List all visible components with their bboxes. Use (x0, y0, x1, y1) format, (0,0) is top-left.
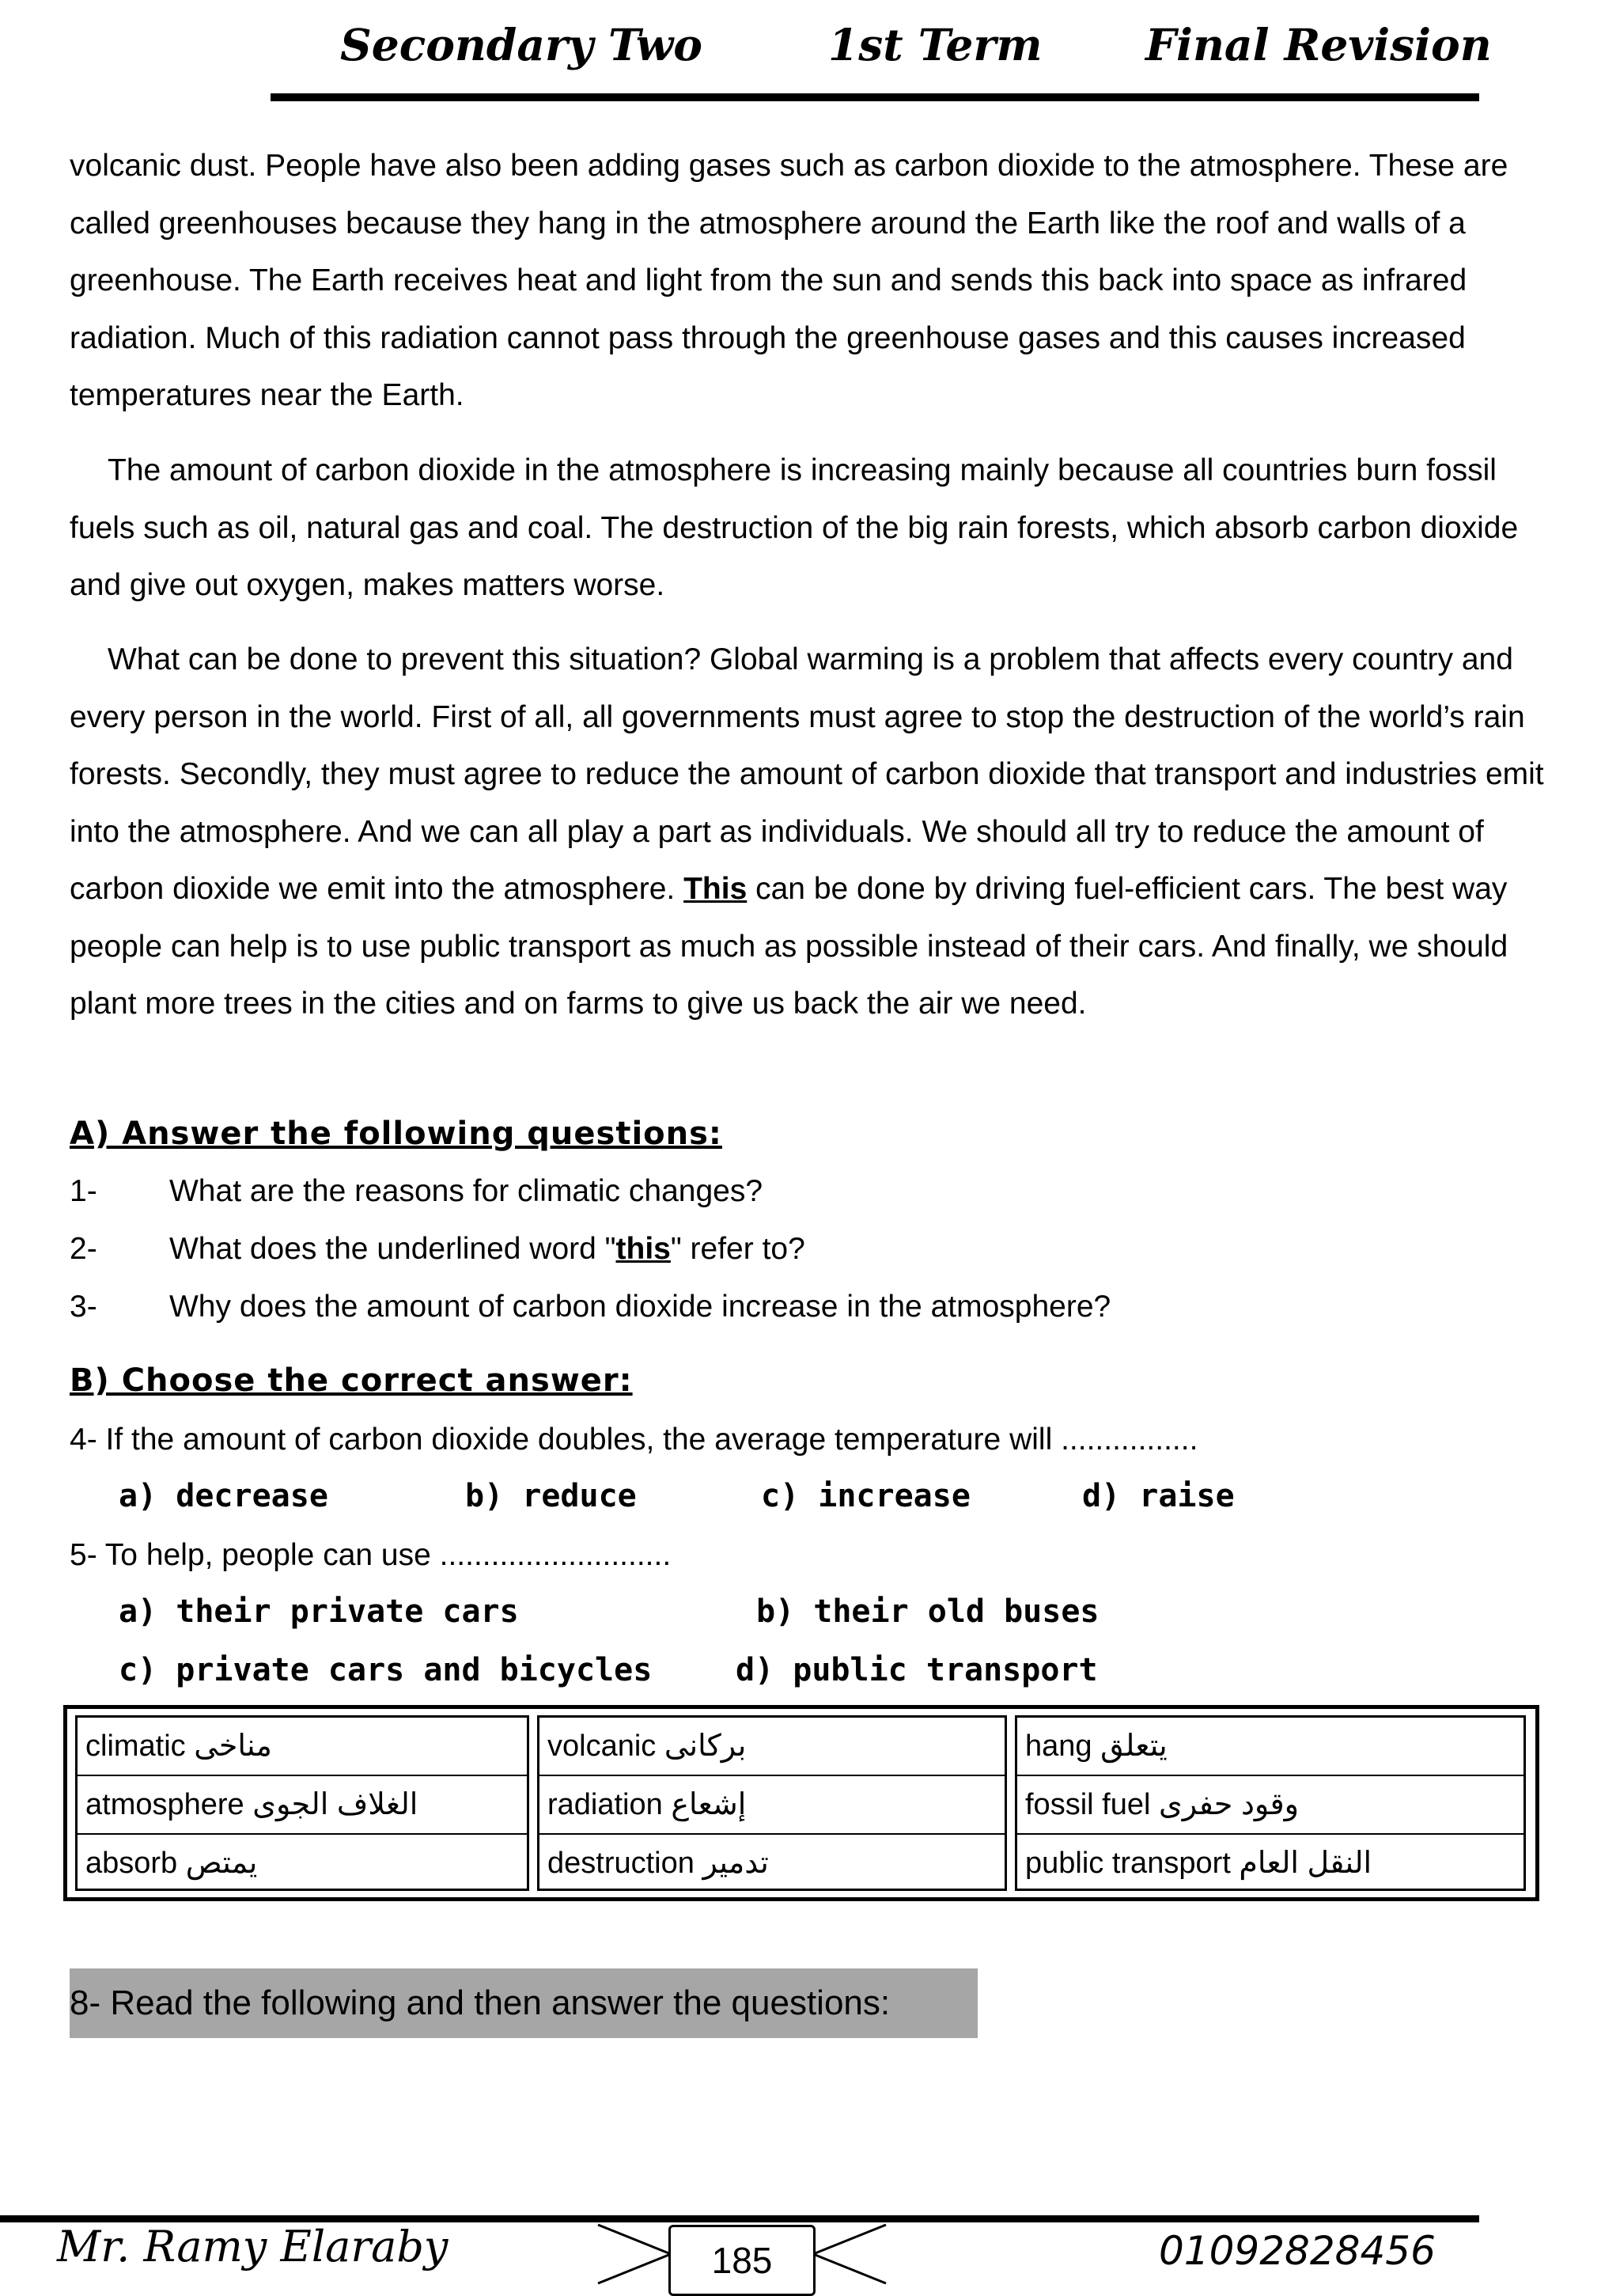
question-5-option-c: c) private cars and bicycles (119, 1652, 653, 1688)
footer-author: Mr. Ramy Elaraby (57, 2222, 449, 2271)
question-5-option-a: a) their private cars (119, 1593, 519, 1630)
vocabulary-table (63, 1705, 1539, 1901)
footer-phone: 01092828456 (1159, 2228, 1436, 2274)
question-3-text: Why does the amount of carbon dioxide increase in the atmosphere? (169, 1290, 1111, 1324)
question-5-text: 5- To help, people can use ........................... (70, 1538, 672, 1572)
question-2-text-b: " refer to? (670, 1232, 805, 1266)
header-grade: Secondary Two (340, 19, 702, 70)
question-1-text: What are the reasons for climatic changes? (169, 1174, 763, 1208)
vocabulary-column-3 (1015, 1715, 1526, 1891)
question-1-number: 1- (70, 1174, 97, 1208)
vocab-cell: hang يتعلق (1017, 1718, 1523, 1776)
passage-paragraph-3-text-a: What can be done to prevent this situation? Global warming is a problem that affects every country and every person in the world. First of all, all governments must agree to stop the destruction of the world’s rain forests. Secondly, they must agree to reduce the amount of carbon dioxide that transport and industries emit into the atmosphere. And we can all play a part as individuals. We should all try to reduce the amount of carbon dioxide we emit into the atmosphere. (70, 642, 1544, 906)
header-title: Final Revision (1145, 19, 1492, 70)
vocab-cell: radiation إشعاع (539, 1776, 1005, 1835)
question-2-text-a: What does the underlined word " (169, 1232, 616, 1266)
passage-paragraph-1: volcanic dust. People have also been adding gases such as carbon dioxide to the atmosphere. These are called greenhouses because they hang in the atmosphere around the Earth like the roof and walls of a greenhouse. The Earth receives heat and light from the sun and sends this back into space as infrared radiation. Much of this radiation cannot pass through the greenhouse gases and this causes increased temperatures near the Earth. (70, 149, 1508, 412)
vocab-cell: atmosphere الغلاف الجوى (78, 1776, 527, 1835)
vocab-cell: volcanic بركانى (539, 1718, 1005, 1776)
question-4-option-a: a) decrease (119, 1478, 328, 1514)
passage-paragraph-3-text-b: can be done by driving fuel-efficient cars. The best way people can help is to use public transport as much as possible instead of their cars. And finally, we should plant more trees in the cities and on farms to give us back the air we need. (70, 872, 1508, 1021)
chevron-left-icon (595, 2215, 674, 2293)
underlined-word-this: This (683, 872, 748, 906)
vocab-cell: fossil fuel وقود حفرى (1017, 1776, 1523, 1835)
vocab-cell: destruction تدمير (547, 1847, 769, 1880)
question-5-option-b: b) their old buses (756, 1593, 1100, 1630)
passage-paragraph-2-text: The amount of carbon dioxide in the atmosphere is increasing mainly because all countries burn fossil fuels such as oil, natural gas and coal. The destruction of the big rain forests, which absorb carbon dioxide and give out oxygen, makes matters worse. (70, 453, 1519, 602)
page-number: 185 (668, 2225, 816, 2296)
question-4-option-c: c) increase (761, 1478, 971, 1514)
question-4-option-d: d) raise (1082, 1478, 1235, 1514)
vocab-cell: absorb يمتص (85, 1847, 258, 1880)
question-2-underlined: this (615, 1232, 671, 1266)
passage-paragraph-3 (70, 631, 1565, 1033)
question-3-number: 3- (70, 1290, 97, 1324)
header-rule (271, 93, 1479, 101)
question-4-option-b: b) reduce (465, 1478, 637, 1514)
question-2-number: 2- (70, 1232, 97, 1266)
section-a-heading: A) Answer the following questions: (70, 1116, 722, 1152)
vocab-cell: public transport النقل العام (1025, 1847, 1372, 1880)
question-4-text: 4- If the amount of carbon dioxide doubles, the average temperature will ................ (70, 1423, 1198, 1457)
vocabulary-column-1 (75, 1715, 529, 1891)
passage-paragraph-2 (70, 442, 1565, 615)
section-b-heading: B) Choose the correct answer: (70, 1362, 633, 1399)
question-5-option-d: d) public transport (736, 1652, 1098, 1688)
question-2-text (169, 1232, 805, 1267)
vocabulary-column-2 (537, 1715, 1007, 1891)
header-term: 1st Term (828, 19, 1043, 70)
chevron-right-icon (810, 2215, 889, 2293)
section-8-heading: 8- Read the following and then answer the questions: (70, 1968, 978, 2038)
vocab-cell: climatic مناخى (78, 1718, 527, 1776)
